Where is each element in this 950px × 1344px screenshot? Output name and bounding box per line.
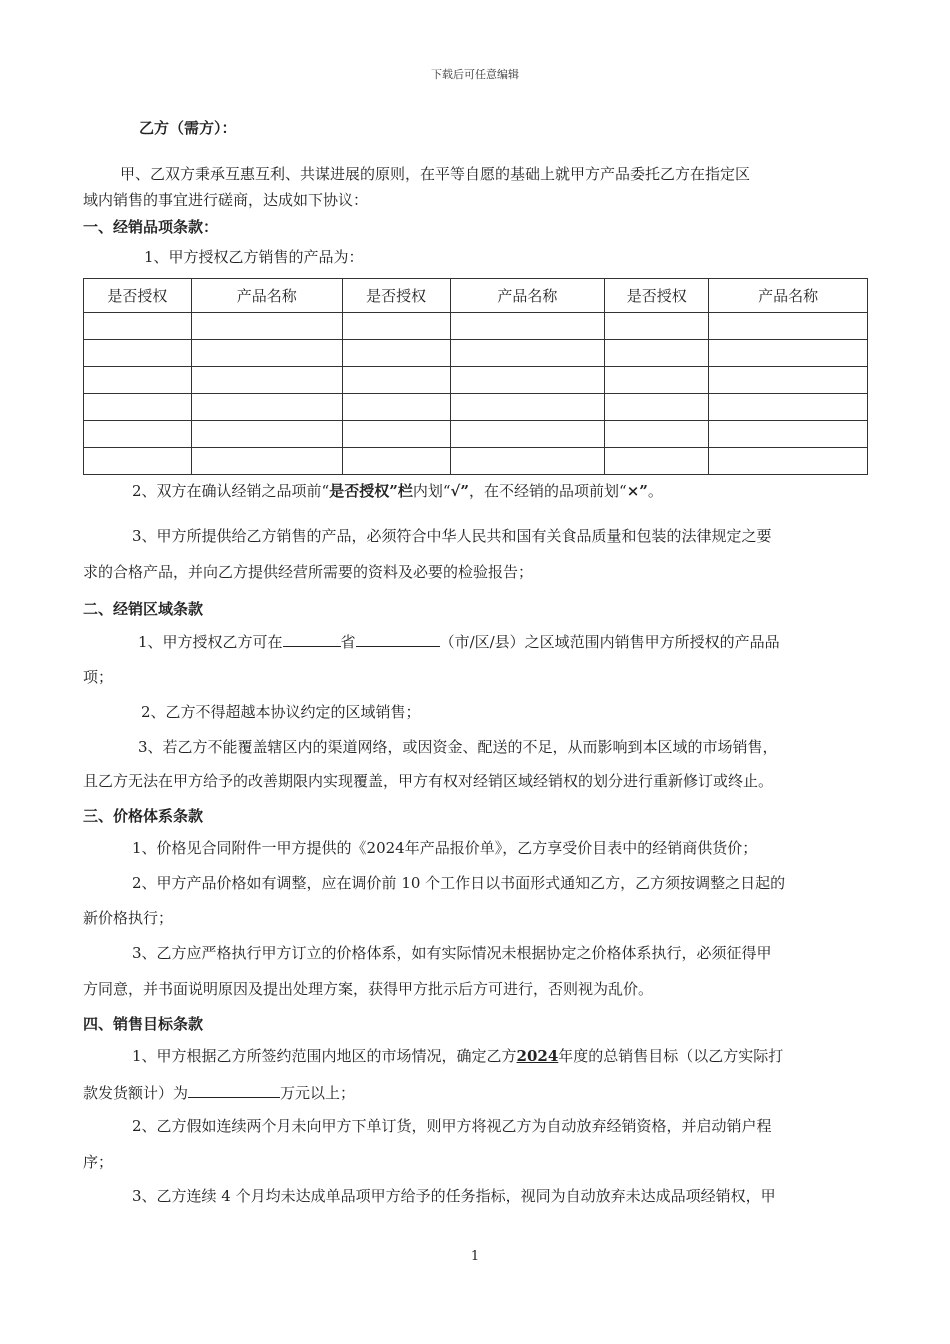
authorized-cell[interactable] bbox=[605, 421, 709, 448]
section-4-item-3: 3、乙方连续 4 个月均未达成单品项甲方给予的任务指标，视同为自动放弃未达成品项经销权，甲 bbox=[132, 1187, 776, 1205]
section-4-item-1-line-2 bbox=[83, 1082, 355, 1103]
product-name-cell[interactable] bbox=[191, 421, 342, 448]
item-1-text-b: 年度的总销售目标（以乙方实际打 bbox=[558, 1047, 784, 1065]
authorized-cell[interactable] bbox=[342, 448, 450, 475]
item-2-text-g: 。 bbox=[647, 482, 663, 500]
authorized-cell[interactable] bbox=[84, 394, 192, 421]
section-2-item-1-line-2: 项； bbox=[83, 668, 114, 686]
table-header-authorized: 是否授权 bbox=[605, 279, 709, 313]
item-1-text-a: 1、甲方根据乙方所签约范围内地区的市场情况，确定乙方 bbox=[132, 1047, 517, 1065]
section-4-item-2-line-2: 序； bbox=[83, 1153, 114, 1171]
section-4-title: 四、销售目标条款 bbox=[83, 1015, 204, 1033]
product-name-cell[interactable] bbox=[450, 313, 605, 340]
authorized-cell[interactable] bbox=[605, 340, 709, 367]
section-3-item-2-line-1: 2、甲方产品价格如有调整，应在调价前 10 个工作日以书面形式通知乙方，乙方须按调整之日起的 bbox=[132, 874, 786, 892]
item-2-text-c: 内划“ bbox=[412, 482, 451, 500]
authorized-cell[interactable] bbox=[342, 394, 450, 421]
item-1-text-b: 省 bbox=[340, 633, 356, 651]
table-row bbox=[84, 313, 868, 340]
product-name-cell[interactable] bbox=[709, 340, 868, 367]
target-year: 2024 bbox=[516, 1047, 559, 1065]
product-name-cell[interactable] bbox=[450, 421, 605, 448]
product-name-cell[interactable] bbox=[709, 448, 868, 475]
section-1-item-3-line-2: 求的合格产品，并向乙方提供经营所需要的资料及必要的检验报告； bbox=[83, 563, 534, 581]
section-4-item-2-line-1: 2、乙方假如连续两个月未向甲方下单订货，则甲方将视乙方为自动放弃经销资格，并启动销户程 bbox=[132, 1117, 772, 1135]
section-2-item-1 bbox=[138, 631, 780, 652]
table-row bbox=[84, 421, 868, 448]
party-b-label: 乙方（需方）： bbox=[139, 119, 237, 137]
product-name-cell[interactable] bbox=[191, 448, 342, 475]
section-1-item-1: 1、甲方授权乙方销售的产品为： bbox=[144, 248, 364, 266]
product-name-cell[interactable] bbox=[709, 367, 868, 394]
section-2-item-3-line-2: 且乙方无法在甲方给予的改善期限内实现覆盖，甲方有权对经销区域经销权的划分进行重新修订或终止。 bbox=[83, 772, 774, 790]
section-1-title: 一、经销品项条款： bbox=[83, 218, 219, 236]
province-blank[interactable] bbox=[283, 631, 341, 647]
item-1-text-d: 万元以上； bbox=[280, 1084, 356, 1102]
authorized-cell[interactable] bbox=[342, 367, 450, 394]
cross-symbol: ×” bbox=[626, 482, 648, 500]
table-row bbox=[84, 340, 868, 367]
authorized-cell[interactable] bbox=[84, 313, 192, 340]
authorized-cell[interactable] bbox=[605, 448, 709, 475]
item-2-text-a: 2、双方在确认经销之品项前“ bbox=[132, 482, 330, 500]
product-authorization-table bbox=[83, 278, 868, 475]
authorized-cell[interactable] bbox=[342, 313, 450, 340]
table-header-authorized: 是否授权 bbox=[342, 279, 450, 313]
intro-line-1: 甲、乙双方秉承互惠互利、共谋进展的原则，在平等自愿的基础上就甲方产品委托乙方在指定区 bbox=[120, 165, 751, 183]
authorized-cell[interactable] bbox=[605, 313, 709, 340]
authorized-cell[interactable] bbox=[605, 367, 709, 394]
section-4-item-1-line-1 bbox=[132, 1046, 783, 1066]
authorized-cell[interactable] bbox=[84, 340, 192, 367]
page-header-note: 下载后可任意编辑 bbox=[431, 68, 519, 81]
sales-target-blank[interactable] bbox=[188, 1082, 280, 1098]
city-blank[interactable] bbox=[356, 631, 440, 647]
product-name-cell[interactable] bbox=[450, 340, 605, 367]
product-name-cell[interactable] bbox=[450, 394, 605, 421]
section-3-item-1: 1、价格见合同附件一甲方提供的《2024年产品报价单》，乙方享受价目表中的经销商供货价； bbox=[132, 839, 758, 857]
table-header-product-name: 产品名称 bbox=[709, 279, 868, 313]
product-name-cell[interactable] bbox=[709, 394, 868, 421]
item-1-text-a: 1、甲方授权乙方可在 bbox=[138, 633, 283, 651]
section-2-item-2: 2、乙方不得超越本协议约定的区域销售； bbox=[141, 703, 421, 721]
table-header-authorized: 是否授权 bbox=[84, 279, 192, 313]
section-1-item-3-line-1: 3、甲方所提供给乙方销售的产品，必须符合中华人民共和国有关食品质量和包装的法律规定之要 bbox=[132, 527, 772, 545]
product-name-cell[interactable] bbox=[709, 421, 868, 448]
item-1-text-c: （市/区/县）之区域范围内销售甲方所授权的产品品 bbox=[439, 633, 780, 651]
table-header-row bbox=[84, 279, 868, 313]
checkmark-symbol: √” bbox=[450, 482, 470, 500]
authorized-cell[interactable] bbox=[84, 421, 192, 448]
product-name-cell[interactable] bbox=[191, 340, 342, 367]
table-row bbox=[84, 367, 868, 394]
product-name-cell[interactable] bbox=[450, 448, 605, 475]
section-1-item-2 bbox=[132, 481, 663, 501]
product-name-cell[interactable] bbox=[709, 313, 868, 340]
authorized-cell[interactable] bbox=[342, 421, 450, 448]
table-row bbox=[84, 448, 868, 475]
item-2-text-e: ，在不经销的品项前划“ bbox=[469, 482, 627, 500]
product-name-cell[interactable] bbox=[450, 367, 605, 394]
section-3-item-3-line-1: 3、乙方应严格执行甲方订立的价格体系，如有实际情况未根据协定之价格体系执行，必须征得甲 bbox=[132, 944, 772, 962]
table-header-product-name: 产品名称 bbox=[191, 279, 342, 313]
product-name-cell[interactable] bbox=[191, 394, 342, 421]
authorized-cell[interactable] bbox=[342, 340, 450, 367]
table-header-product-name: 产品名称 bbox=[450, 279, 605, 313]
page-number: 1 bbox=[470, 1249, 480, 1264]
section-3-item-2-line-2: 新价格执行； bbox=[83, 909, 174, 927]
product-name-cell[interactable] bbox=[191, 313, 342, 340]
intro-line-2: 域内销售的事宜进行磋商，达成如下协议： bbox=[83, 191, 369, 209]
section-3-item-3-line-2: 方同意，并书面说明原因及提出处理方案，获得甲方批示后方可进行，否则视为乱价。 bbox=[83, 980, 654, 998]
section-3-title: 三、价格体系条款 bbox=[83, 807, 204, 825]
section-2-item-3-line-1: 3、若乙方不能覆盖辖区内的渠道网络，或因资金、配送的不足，从而影响到本区域的市场销售， bbox=[138, 738, 778, 756]
authorized-cell[interactable] bbox=[84, 367, 192, 394]
section-2-title: 二、经销区域条款 bbox=[83, 600, 204, 618]
item-2-authorized-column: 是否授权”栏 bbox=[329, 482, 413, 500]
table-row bbox=[84, 394, 868, 421]
authorized-cell[interactable] bbox=[605, 394, 709, 421]
product-name-cell[interactable] bbox=[191, 367, 342, 394]
item-1-text-c: 款发货额计）为 bbox=[83, 1084, 189, 1102]
authorized-cell[interactable] bbox=[84, 448, 192, 475]
